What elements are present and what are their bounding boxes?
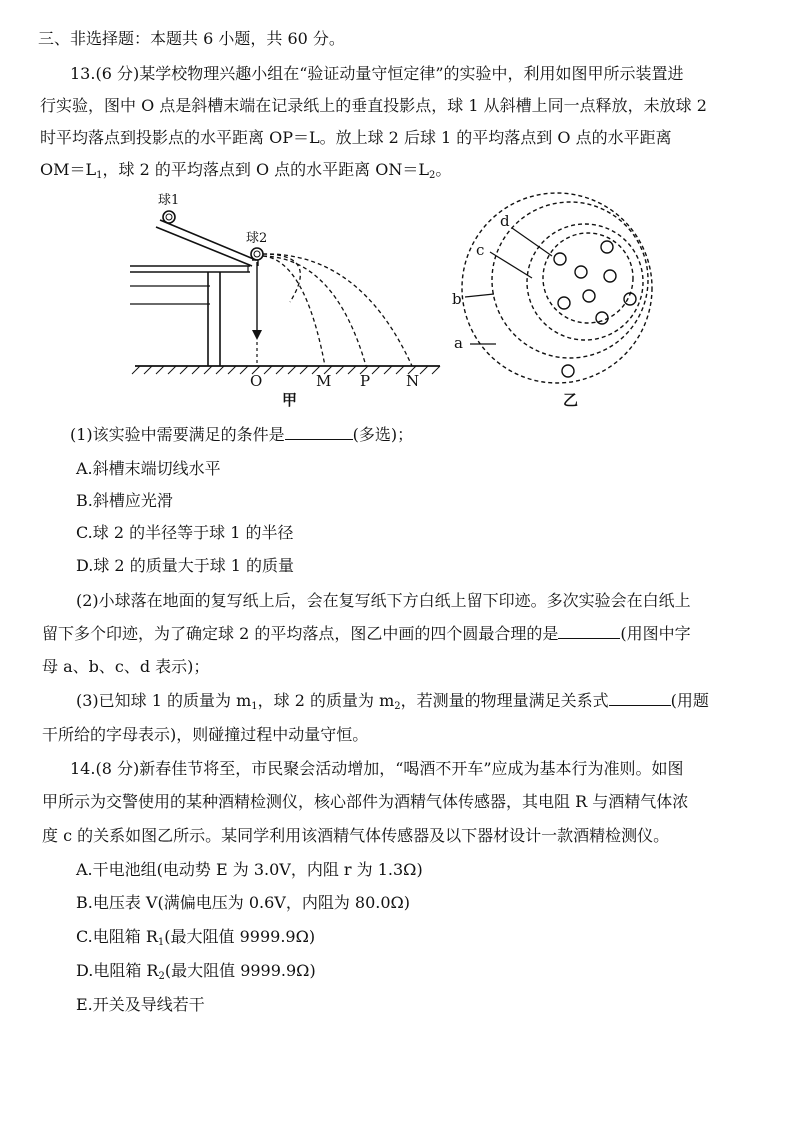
answer-blank-1[interactable]	[285, 439, 353, 440]
q13-part2-line2: 留下多个印迹，为了确定球 2 的平均落点，图乙中画的四个圆最合理的是 (用图中字	[42, 624, 691, 643]
label-b: b	[452, 290, 462, 308]
section-title: 三、非选择题：本题共 6 小题，共 60 分。	[38, 29, 345, 48]
label-a: a	[454, 334, 463, 352]
point-p: P	[360, 372, 371, 390]
ball1-label: 球1	[158, 193, 180, 208]
figure-yi	[440, 200, 670, 415]
option-c: C.球 2 的半径等于球 1 的半径	[76, 523, 294, 542]
q14-item-c: C.电阻箱 $R_1$(最大阻值 9999.9Ω)	[76, 927, 316, 948]
option-a: A.斜槽末端切线水平	[76, 459, 221, 478]
q13-line-4: $OM=L_1$，球 2 的平均落点到 O 点的水平距离 $ON=L_2$。	[40, 160, 452, 181]
q14-line-2: 甲所示为交警使用的某种酒精检测仪，核心部件为酒精气体传感器，其电阻 R 与酒精气体浓	[42, 792, 689, 811]
ball2-label: 球2	[246, 231, 268, 246]
figure-jia	[130, 190, 460, 415]
answer-blank-2[interactable]	[558, 638, 620, 639]
q14-item-d: D.电阻箱 $R_2$(最大阻值 9999.9Ω)	[76, 961, 316, 982]
q13-part2-line3: 母 a、b、c、d 表示)；	[42, 657, 210, 676]
point-n: N	[406, 372, 420, 390]
q14-item-b: B.电压表 V(满偏电压为 0.6V，内阻为 80.0Ω)	[76, 893, 411, 912]
q13-part3-line1: (3)已知球 1 的质量为 $m_1$，球 2 的质量为 $m_2$，若测量的物理量满足关系式 (用题	[76, 691, 709, 712]
q14-item-a: A.干电池组(电动势 E 为 3.0V，内阻 r 为 1.3Ω)	[76, 860, 423, 879]
circle-d	[543, 233, 633, 323]
q14-line-1: 14.(8 分)新春佳节将至，市民聚会活动增加，“喝酒不开车”应成为基本行为准则。如图	[70, 759, 684, 778]
q14-item-e: E.开关及导线若干	[76, 995, 205, 1014]
label-d: d	[500, 212, 510, 230]
q13-line-1: 13.(6 分)某学校物理兴趣小组在“验证动量守恒定律”的实验中，利用如图甲所示装置进	[70, 64, 684, 83]
q13-part1: (1)该实验中需要满足的条件是 (多选)；	[70, 425, 414, 444]
q13-part2-line1: (2)小球落在地面的复写纸上后，会在复写纸下方白纸上留下印迹。多次实验会在白纸上	[76, 591, 691, 610]
option-b: B.斜槽应光滑	[76, 491, 173, 510]
caption-jia: 甲	[282, 391, 298, 409]
option-d: D.球 2 的质量大于球 1 的质量	[76, 556, 295, 575]
label-c: c	[476, 241, 485, 259]
q13-line-2: 行实验，图中 O 点是斜槽末端在记录纸上的垂直投影点，球 1 从斜槽上同一点释放，未放球 2	[40, 96, 707, 115]
caption-yi: 乙	[563, 391, 579, 409]
circle-b	[492, 202, 648, 358]
circle-a	[462, 193, 652, 383]
point-o: O	[250, 372, 263, 390]
q13-line-3: 时平均落点到投影点的水平距离 OP＝L。放上球 2 后球 1 的平均落点到 O 点的水平距离	[40, 128, 672, 147]
point-m: M	[316, 372, 332, 390]
q13-part3-line2: 干所给的字母表示)，则碰撞过程中动量守恒。	[42, 725, 369, 744]
answer-blank-3[interactable]	[609, 705, 671, 706]
q14-line-3: 度 c 的关系如图乙所示。某同学利用该酒精气体传感器及以下器材设计一款酒精检测仪。	[42, 826, 670, 845]
